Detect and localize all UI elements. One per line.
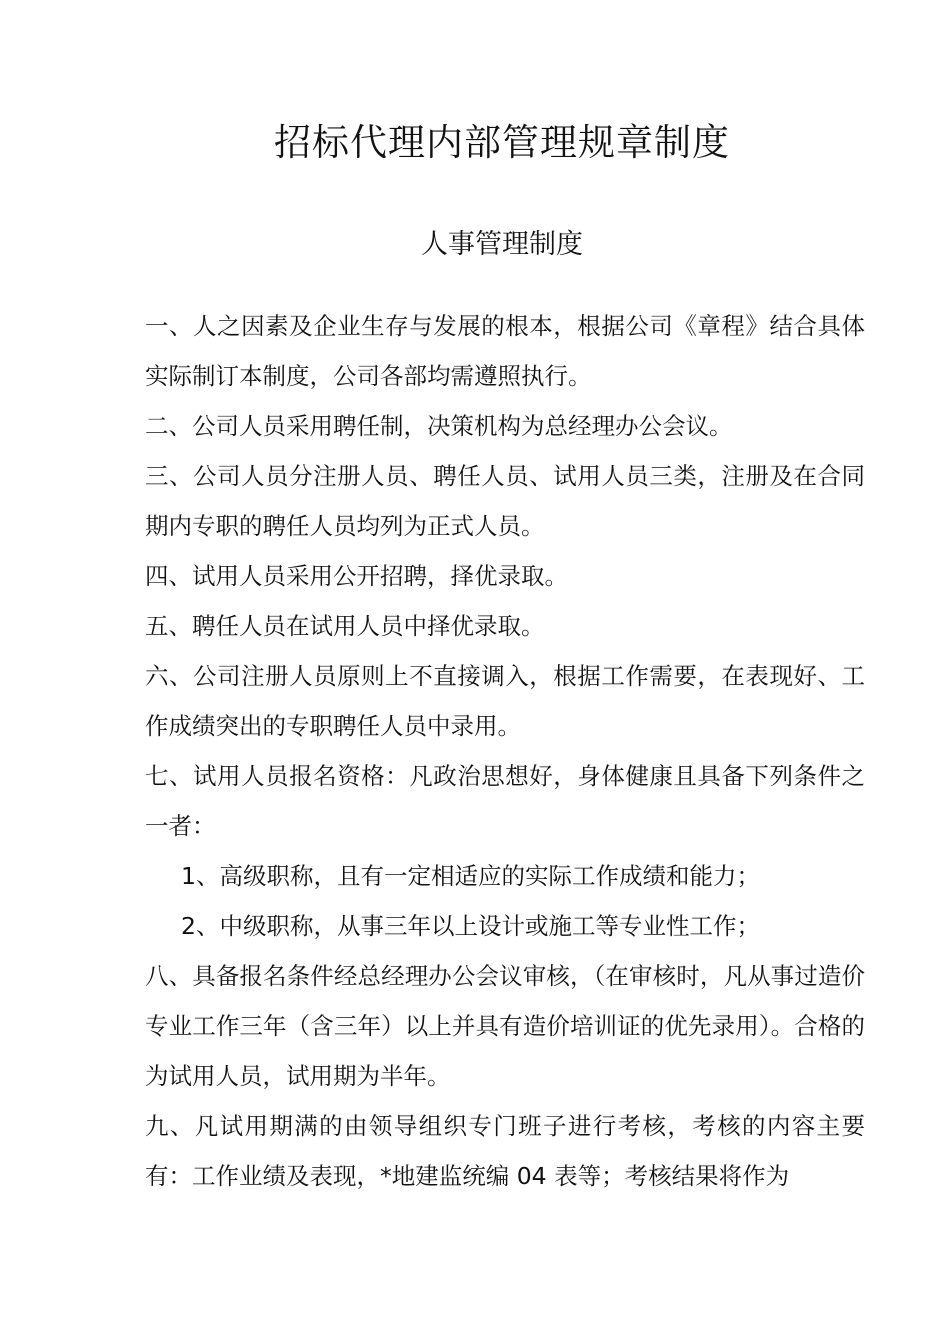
paragraph-3: 三、公司人员分注册人员、聘任人员、试用人员三类，注册及在合同期内专职的聘任人员均列为正式人员。	[145, 462, 865, 540]
document-title: 招标代理内部管理规章制度	[274, 121, 730, 164]
document-body	[145, 301, 865, 1201]
paragraph-7: 七、试用人员报名资格：凡政治思想好，身体健康且具备下列条件之一者：	[145, 762, 865, 840]
section-title: 人事管理制度	[421, 229, 583, 260]
paragraph-5: 五、聘任人员在试用人员中择优录取。	[145, 612, 545, 640]
list-item-2: 2、中级职称，从事三年以上设计或施工等专业性工作；	[181, 912, 760, 940]
paragraph-1: 一、人之因素及企业生存与发展的根本，根据公司《章程》结合具体实际制订本制度，公司各部均需遵照执行。	[145, 312, 865, 390]
paragraph-4: 四、试用人员采用公开招聘，择优录取。	[145, 562, 568, 590]
paragraph-6: 六、公司注册人员原则上不直接调入，根据工作需要，在表现好、工作成绩突出的专职聘任人员中录用。	[145, 662, 865, 740]
paragraph-9: 九、凡试用期满的由领导组织专门班子进行考核，考核的内容主要有：工作业绩及表现，*地建监统编 04 表等；考核结果将作为	[145, 1112, 865, 1190]
paragraph-8: 八、具备报名条件经总经理办公会议审核，（在审核时，凡从事过造价专业工作三年（含三年）以上并具有造价培训证的优先录用）。合格的为试用人员，试用期为半年。	[145, 962, 865, 1090]
paragraph-2: 二、公司人员采用聘任制，决策机构为总经理办公会议。	[145, 412, 733, 440]
list-item-1: 1、高级职称，且有一定相适应的实际工作成绩和能力；	[181, 862, 760, 890]
